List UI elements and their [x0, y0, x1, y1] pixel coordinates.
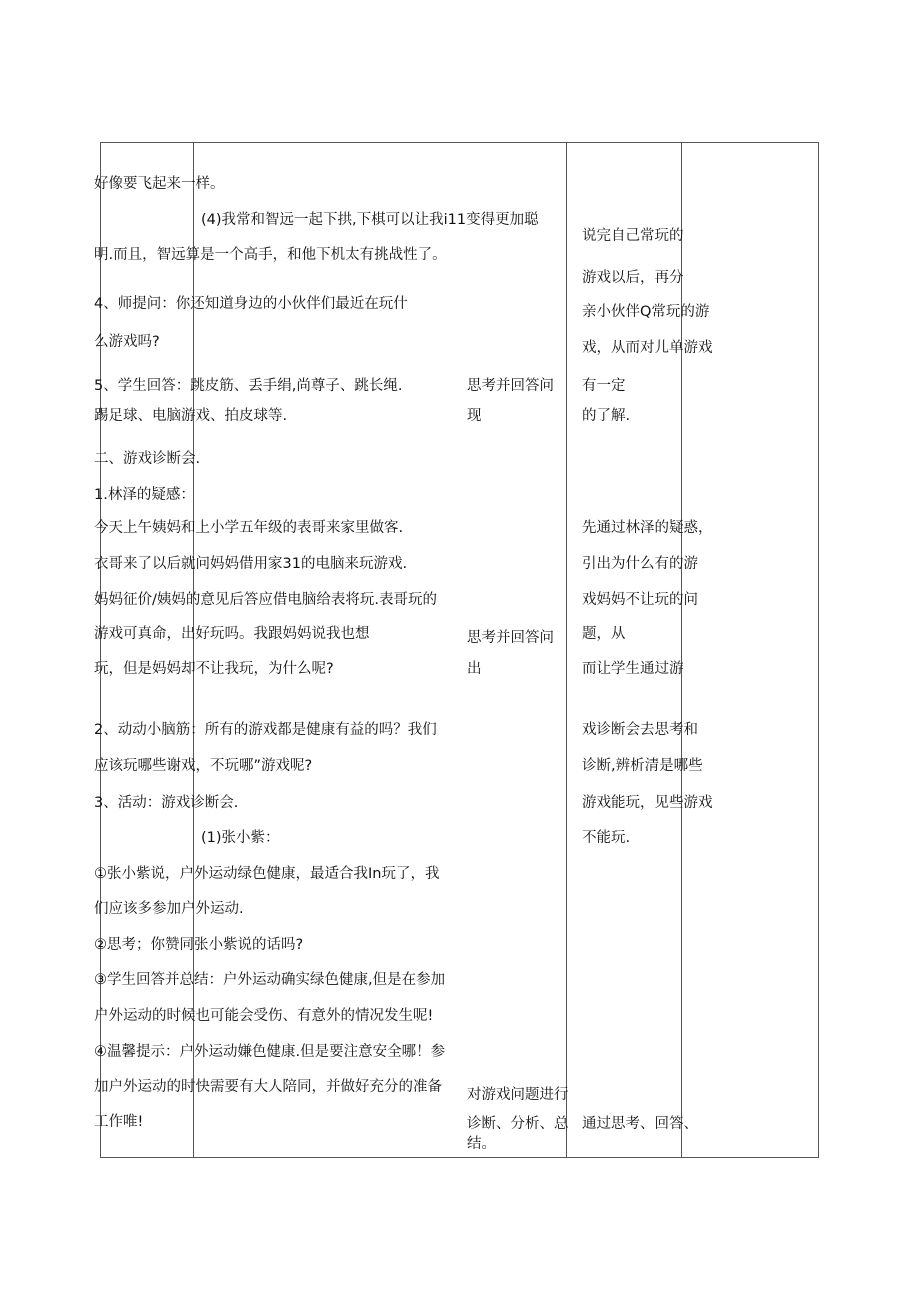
- content-line: 今天上午姨妈和上小学五年级的表哥来家里做客.: [94, 520, 404, 536]
- content-line: ④温馨提示：户外运动嫌色健康.但是要注意安全哪！参: [94, 1044, 446, 1060]
- content-line: 1.林泽的疑感：: [94, 487, 195, 503]
- content-line: 游戏可真命，出好玩吗。我跟妈妈说我也想: [94, 626, 370, 642]
- content-line: 么游戏吗?: [94, 334, 160, 350]
- activity-line: 出: [467, 661, 482, 677]
- purpose-line: 游戏以后，再分: [582, 270, 684, 286]
- purpose-line: 而让学生通过游: [582, 661, 684, 677]
- content-line: 3、活动：游戏诊断会.: [94, 795, 239, 811]
- purpose-line: 亲小伙伴Q常玩的游: [582, 304, 710, 320]
- purpose-line: 题，从: [582, 626, 626, 642]
- column-divider: [566, 143, 567, 1157]
- activity-line: 现: [467, 408, 482, 424]
- purpose-line: 引出为什么有的游: [582, 556, 698, 572]
- content-line: 二、游戏诊断会.: [94, 451, 201, 467]
- purpose-line: 戏，从而对儿单游戏: [582, 340, 713, 356]
- activity-line: 诊断、分析、总: [467, 1116, 569, 1132]
- activity-line: 结。: [467, 1136, 496, 1152]
- purpose-line: 说完自己常玩的: [582, 228, 684, 244]
- content-line: ③学生回答并总结：户外运动确实绿色健康,但是在参加: [94, 972, 446, 988]
- content-line: ①张小紫说，户外运动绿色健康，最适合我In玩了，我: [94, 866, 440, 882]
- content-line: 踢足球、电脑游戏、拍皮球等.: [94, 408, 288, 424]
- content-line: ②思考；你赞同张小紫说的话吗?: [94, 937, 304, 953]
- purpose-line: 有一定: [582, 378, 626, 394]
- purpose-line: 游戏能玩，见些游戏: [582, 795, 713, 811]
- content-line: (1)张小紫：: [201, 830, 280, 846]
- content-line: 加户外运动的时快需要有大人陪同，并做好充分的准备: [94, 1079, 442, 1095]
- purpose-line: 通过思考、回答、: [582, 1116, 698, 1132]
- content-line: 户外运动的时候也可能会受伤、有意外的情况发生呢!: [94, 1008, 434, 1024]
- content-line: 妈妈征价/姨妈的意见后答应借电脑给表将玩.表哥玩的: [94, 592, 437, 608]
- purpose-line: 戏诊断会去思考和: [582, 722, 698, 738]
- content-line: 5、学生回答：跳皮筋、丢手绢,尚尊子、跳长绳.: [94, 378, 403, 394]
- content-line: 玩，但是妈妈却不让我玩，为什么呢?: [94, 661, 334, 677]
- content-line: 工作唯!: [94, 1114, 144, 1130]
- purpose-line: 戏妈妈不让玩的问: [582, 592, 698, 608]
- column-divider: [681, 143, 682, 1157]
- activity-line: 思考并回答问: [467, 378, 554, 394]
- content-line: 2、动动小脑筋：所有的游戏都是健康有益的吗？我们: [94, 722, 437, 738]
- purpose-line: 不能玩.: [582, 830, 631, 846]
- content-line: 们应该多参加户外运动.: [94, 901, 244, 917]
- content-line: 明.而且，智远算是一个高手，和他下机太有挑战性了。: [94, 247, 447, 263]
- purpose-line: 诊断,辨析清是哪些: [582, 758, 703, 774]
- content-line: (4)我常和智远一起下拱,下棋可以让我i11变得更加聪: [201, 212, 539, 228]
- activity-line: 思考并回答问: [467, 630, 554, 646]
- purpose-line: 的了解.: [582, 408, 631, 424]
- purpose-line: 先通过林泽的疑惑，: [582, 520, 713, 536]
- content-line: 4、师提问：你还知道身边的小伙伴们最近在玩什: [94, 296, 408, 312]
- content-line: 衣哥来了以后就问妈妈借用家31的电脑来玩游戏.: [94, 556, 408, 572]
- content-line: 好像要飞起来一样。: [94, 176, 225, 192]
- activity-line: 对游戏问题进行: [467, 1087, 569, 1103]
- content-line: 应该玩哪些谢戏，不玩哪”游戏呢?: [94, 758, 313, 774]
